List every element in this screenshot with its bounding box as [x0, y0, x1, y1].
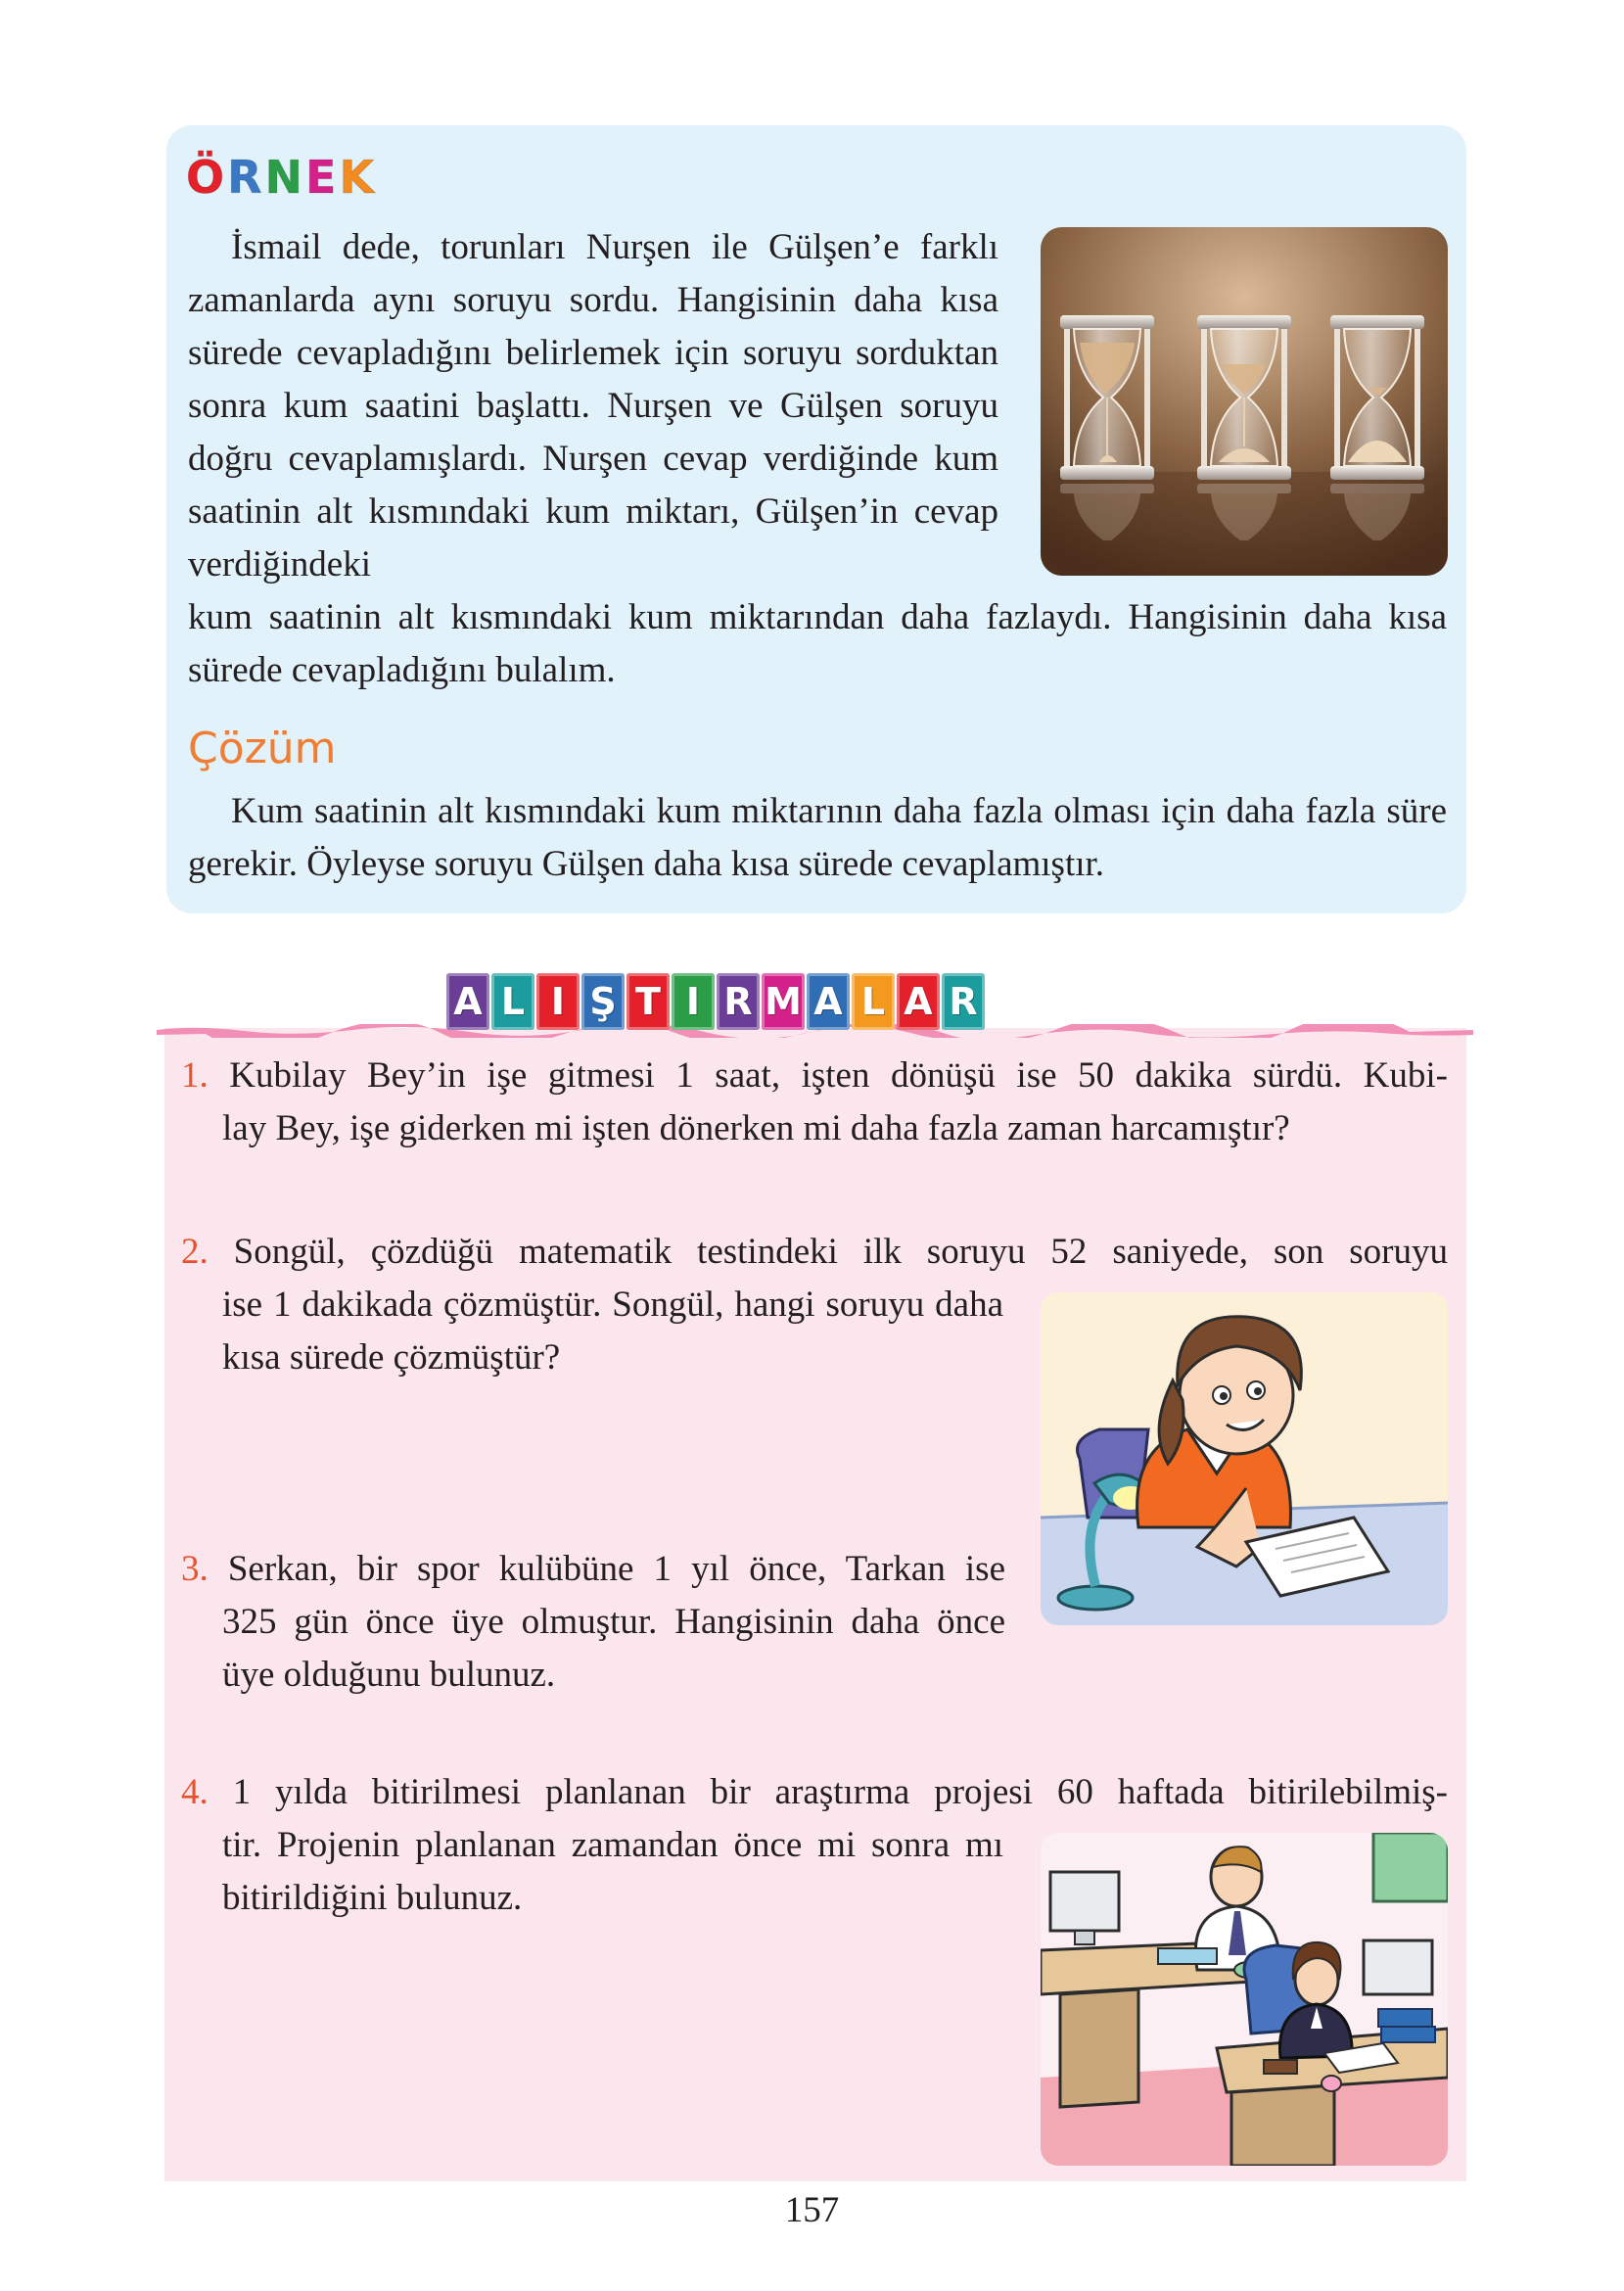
girl-studying-illustration	[1041, 1292, 1448, 1625]
banner-letter: A	[897, 973, 940, 1030]
banner-letter: T	[626, 973, 670, 1030]
exercise-text-line1: Songül, çözdüğü matematik testindeki ilk soruyu 52 saniyede, son soruyu	[233, 1232, 1449, 1272]
banner-letter: L	[852, 973, 895, 1030]
banner-letter: A	[807, 973, 850, 1030]
ornek-title	[186, 151, 378, 204]
ornek-letter: N	[264, 151, 306, 204]
banner-letter: A	[446, 973, 489, 1030]
exercise-number: 2.	[181, 1232, 209, 1272]
cozum-text: Kum saatinin alt kısmındaki kum miktarının daha fazla olması için daha fazla süre gerekir. Öyleyse soruyu Gülşen daha kısa sürede cevaplamıştır.	[188, 791, 1447, 884]
banner-letter: R	[717, 973, 760, 1030]
cozum-title: Çözüm	[188, 724, 337, 773]
office-workers-illustration	[1041, 1833, 1448, 2166]
page-number: 157	[784, 2190, 840, 2230]
ornek-letter: R	[227, 151, 265, 204]
banner-letter: L	[491, 973, 534, 1030]
ornek-letter: Ö	[186, 151, 228, 204]
ornek-letter: K	[339, 151, 378, 204]
banner-letter: R	[942, 973, 985, 1030]
example-paragraph-2: kum saatinin alt kısmındaki kum miktarından daha fazlaydı. Hangisinin daha kısa sürede cevapladığını bulalım.	[188, 597, 1447, 690]
banner-letter: I	[536, 973, 580, 1030]
alistirmalar-banner	[446, 973, 985, 1034]
exercise-number: 4.	[181, 1772, 209, 1812]
banner-letter: Ş	[581, 973, 625, 1030]
exercise-text-line1: 1 yılda bitirilmesi planlanan bir araştırma projesi 60 haftada bitirilebilmiş-	[232, 1772, 1448, 1812]
exercise-text: 325 gün önce üye olmuştur. Hangisinin daha önce üye olduğunu bulunuz.	[222, 1602, 1005, 1695]
exercise-number: 1.	[181, 1055, 209, 1096]
exercise-text: tir. Projenin planlanan zamandan önce mi sonra mı bitirildiğini bulunuz.	[222, 1825, 1003, 1918]
exercise-3	[181, 1543, 1005, 1702]
exercise-1	[181, 1050, 1448, 1155]
exercise-text: ise 1 dakikada çözmüştür. Songül, hangi soruyu daha kısa sürede çözmüştür?	[222, 1285, 1003, 1378]
exercise-text-line1: Serkan, bir spor kulübüne 1 yıl önce, Tarkan ise	[227, 1549, 1006, 1589]
exercise-text: lay Bey, işe giderken mi işten dönerken mi daha fazla zaman harcamıştır?	[222, 1108, 1290, 1148]
ornek-letter: E	[305, 151, 340, 204]
banner-letter: M	[762, 973, 805, 1030]
exercise-number: 3.	[181, 1549, 209, 1589]
example-paragraph-1: İsmail dede, torunları Nurşen ile Gülşen’e farklı zamanlarda aynı soruyu sordu. Hangisinin daha kısa sürede cevapladığını belirlemek için soruyu sorduktan sonra kum saatini başlattı. Nurşen ve Gülşen soruyu doğru cevaplamışlardı. Nurşen cevap verdiğinde kum saatinin alt kısmındaki kum miktarı, Gülşen’in cevap verdiğindeki	[188, 227, 998, 584]
banner-letter: I	[672, 973, 715, 1030]
hourglass-image	[1041, 227, 1448, 576]
exercise-text-line1: Kubilay Bey’in işe gitmesi 1 saat, işten dönüşü ise 50 dakika sürdü. Kubi-	[229, 1055, 1448, 1096]
